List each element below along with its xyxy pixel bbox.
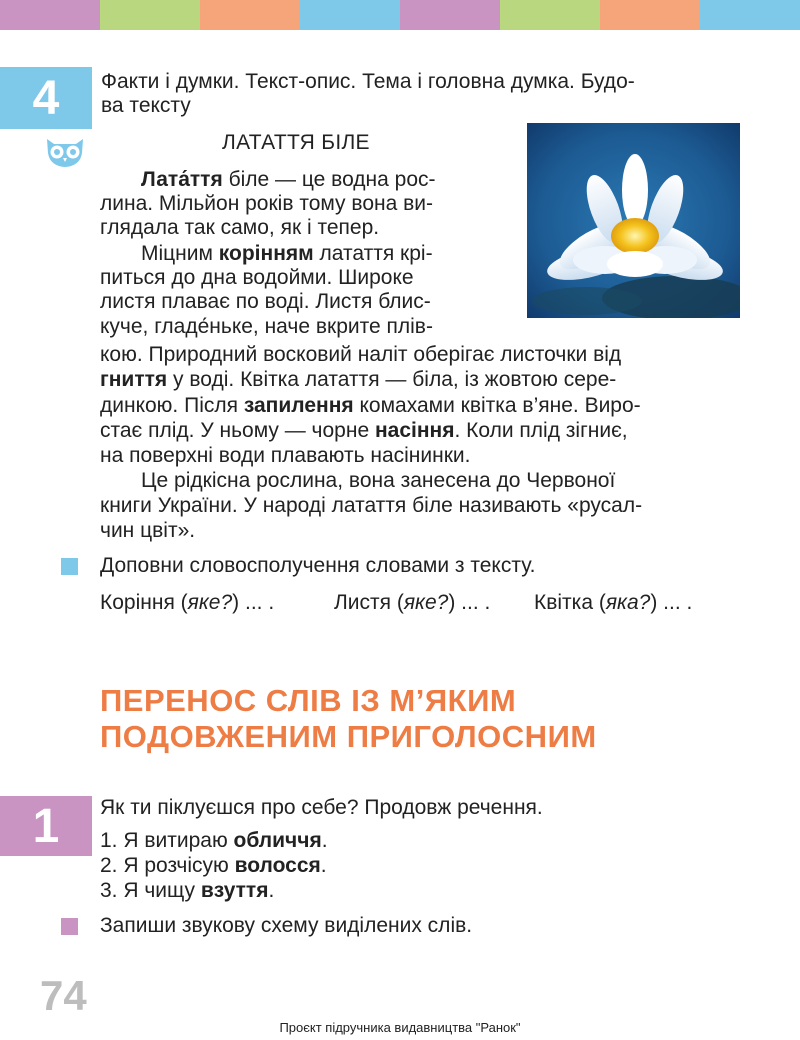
task-text: Запиши звукову схему виділених слів. — [100, 914, 473, 937]
text-line — [100, 494, 732, 518]
bold-term: волосся — [234, 854, 321, 877]
text-line — [141, 168, 491, 192]
text-span: динкою. Після — [100, 394, 244, 417]
section-title: ПЕРЕНОС СЛІВ ІЗ М’ЯКИМ — [100, 683, 517, 718]
list-item — [100, 879, 274, 903]
text-span: ) ... . — [448, 591, 491, 614]
text-span: Листя ( — [334, 591, 404, 614]
task-bullet — [61, 558, 78, 575]
text-span: ) ... . — [232, 591, 275, 614]
fill-in-phrase — [334, 591, 490, 615]
text-span: книги України. У народі латаття біле називають «русал- — [100, 494, 643, 517]
footer-text: Проєкт підручника видавництва "Ранок" — [279, 1020, 521, 1035]
bold-term: запилення — [243, 394, 354, 417]
fill-in-phrase — [100, 591, 274, 615]
text-span: листя плаває по воді. Листя блис- — [100, 290, 431, 313]
text-line: чин цвіт». — [100, 519, 196, 542]
exercise-number-badge — [0, 796, 92, 856]
text-span: 1. Я витираю — [100, 829, 234, 852]
stripe-segment — [300, 0, 400, 30]
text-span: Міцним — [141, 242, 219, 265]
stripe-segment — [200, 0, 300, 30]
stripe-segment — [500, 0, 600, 30]
text-span: . — [268, 879, 275, 902]
text-span: кою. Природний восковий наліт оберігає листочки від — [100, 343, 622, 366]
stripe-segment — [0, 0, 100, 30]
text-line — [100, 343, 712, 367]
task-bullet — [61, 918, 78, 935]
exercise-prompt: Як ти піклуєшся про себе? Продовж речення. — [100, 796, 543, 819]
section-title: ПОДОВЖЕНИМ ПРИГОЛОСНИМ — [100, 719, 597, 754]
exercise-intro-line: ва тексту — [101, 94, 191, 117]
text-line: питься до дна водойми. Широке — [100, 266, 414, 289]
list-item — [100, 854, 327, 878]
water-lily-image — [527, 123, 740, 318]
question-word: яка? — [605, 591, 651, 614]
text-title: ЛАТАТТЯ БІЛЕ — [222, 131, 370, 154]
text-line — [100, 315, 492, 339]
text-span: куче, гладе́ньке, наче вкрите плів- — [100, 315, 433, 338]
text-line — [100, 368, 713, 392]
text-span: 3. Я чищу — [100, 879, 201, 902]
color-stripe — [0, 0, 800, 30]
stripe-segment — [100, 0, 200, 30]
text-span: стає плід. У ньому — чорне — [100, 419, 375, 442]
text-span: . Коли плід зігниє, — [454, 419, 628, 442]
bold-term: гниття — [100, 368, 168, 391]
text-span: 2. Я розчісую — [100, 854, 235, 877]
bold-term: корінням — [218, 242, 314, 265]
text-line — [100, 192, 492, 216]
text-span: лина. Мільйон років тому вона ви- — [100, 192, 433, 215]
text-span: біле — це водна рос- — [222, 168, 436, 191]
water-lily-photo — [527, 123, 740, 318]
text-span: . — [321, 829, 328, 852]
stripe-segment — [400, 0, 500, 30]
stripe-segment — [600, 0, 700, 30]
page-number: 74 — [40, 972, 87, 1019]
text-span: Квітка ( — [534, 591, 606, 614]
text-line — [100, 290, 492, 314]
text-line: на поверхні води плавають насінинки. — [100, 444, 471, 467]
text-line: Це рідкісна рослина, вона занесена до Червоної — [141, 469, 616, 492]
text-line — [100, 394, 733, 418]
text-span: Коріння ( — [100, 591, 188, 614]
question-word: яке? — [403, 591, 449, 614]
text-line — [100, 419, 721, 443]
text-line — [141, 242, 491, 266]
exercise-number: 4 — [32, 71, 60, 125]
fill-in-phrase — [534, 591, 692, 615]
bold-term: взуття — [200, 879, 269, 902]
exercise-intro-line — [101, 70, 741, 94]
task-text: Доповни словосполучення словами з тексту. — [100, 554, 536, 577]
owl-icon — [44, 135, 86, 169]
bold-term: Лата́ття — [141, 168, 223, 191]
text-span: комахами квітка в’яне. Виро- — [353, 394, 641, 417]
text-line: глядала так само, як і тепер. — [100, 216, 380, 239]
text-span: латаття крі- — [313, 242, 433, 265]
list-item — [100, 829, 328, 853]
stripe-segment — [700, 0, 800, 30]
text-span: у воді. Квітка латаття — біла, із жовтою сере- — [167, 368, 617, 391]
text-span: . — [320, 854, 327, 877]
question-word: яке? — [187, 591, 233, 614]
text-span: ) ... . — [650, 591, 693, 614]
intro-text: Факти і думки. Текст-опис. Тема і головна думка. Будо- — [101, 70, 635, 93]
exercise-number: 1 — [32, 799, 60, 853]
exercise-number-badge — [0, 67, 92, 129]
bold-term: обличчя — [233, 829, 322, 852]
bold-term: насіння — [374, 419, 455, 442]
